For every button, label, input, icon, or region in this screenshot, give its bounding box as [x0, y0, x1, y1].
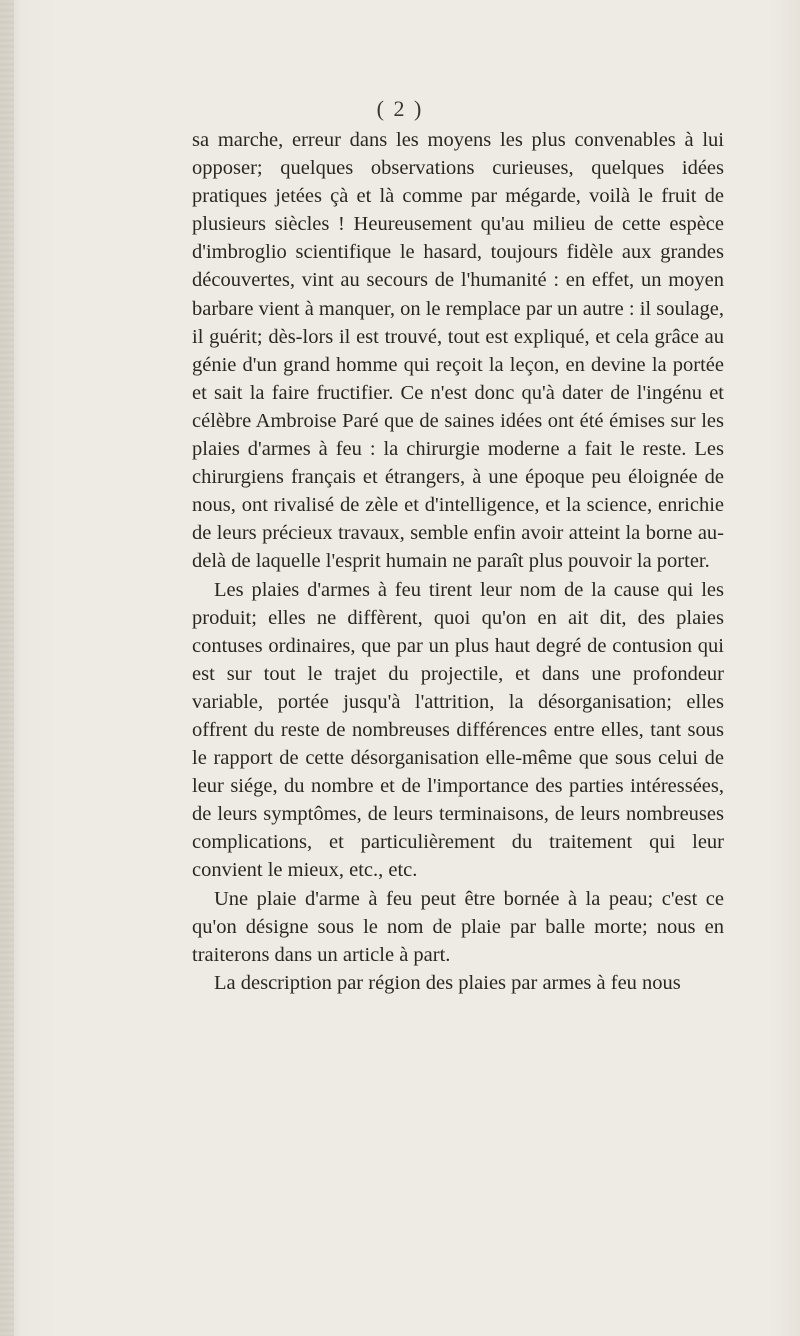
paragraph-plaies-definition: Les plaies d'armes à feu tirent leur nom de la cause qui les produit; elles ne diffèrent, quoi qu'on en ait dit, des plaies contuses ordinaires, que par un plus haut degré de contusion qui est sur tout le trajet du projectile, et dans une profondeur variable, portée jusqu'à l'attrition, la désorganisation; elles offrent du reste de nombreuses différences entre elles, tant sous le rapport de cette désorganisation elle-même que sous celui de leur siége, du nombre et de l'importance des parties intéressées, de leurs symptômes, de leurs terminaisons, de leurs nombreuses complications, et particulièrement du traitement qui leur convient le mieux, etc., etc. [192, 578, 724, 882]
paragraph-balle-morte: Une plaie d'arme à feu peut être bornée à la peau; c'est ce qu'on désigne sous le nom de plaie par balle morte; nous en traiterons dans un article à part. [192, 887, 724, 966]
page-binding-edge [0, 0, 14, 1336]
paragraph-description-region: La description par région des plaies par armes à feu nous [214, 971, 681, 994]
body-text [192, 126, 724, 997]
paragraph-continuation: sa marche, erreur dans les moyens les plus convenables à lui opposer; quelques observations curieuses, quelques idées pratiques jetées çà et là comme par mégarde, voilà le fruit de plusieurs siècles ! Heureusement qu'au milieu de cette espèce d'imbroglio scientifique le hasard, toujours fidèle aux grandes découvertes, vint au secours de l'humanité : en effet, un moyen barbare vient à manquer, on le remplace par un autre : il soulage, il guérit; dès-lors il est trouvé, tout est expliqué, et cela grâce au génie d'un grand homme qui reçoit la leçon, en devine la portée et sait la faire fructifier. Ce n'est donc qu'à dater de l'ingénu et célèbre Ambroise Paré que de saines idées ont été émises sur les plaies d'armes à feu : la chirurgie moderne a fait le reste. Les chirurgiens français et étrangers, à une époque peu éloignée de nous, ont rivalisé de zèle et d'intelligence, et la science, enrichie de leurs précieux travaux, semble enfin avoir atteint la borne au-delà de laquelle l'esprit humain ne paraît plus pouvoir la porter. [192, 129, 724, 573]
page-number: ( 2 ) [376, 96, 424, 121]
